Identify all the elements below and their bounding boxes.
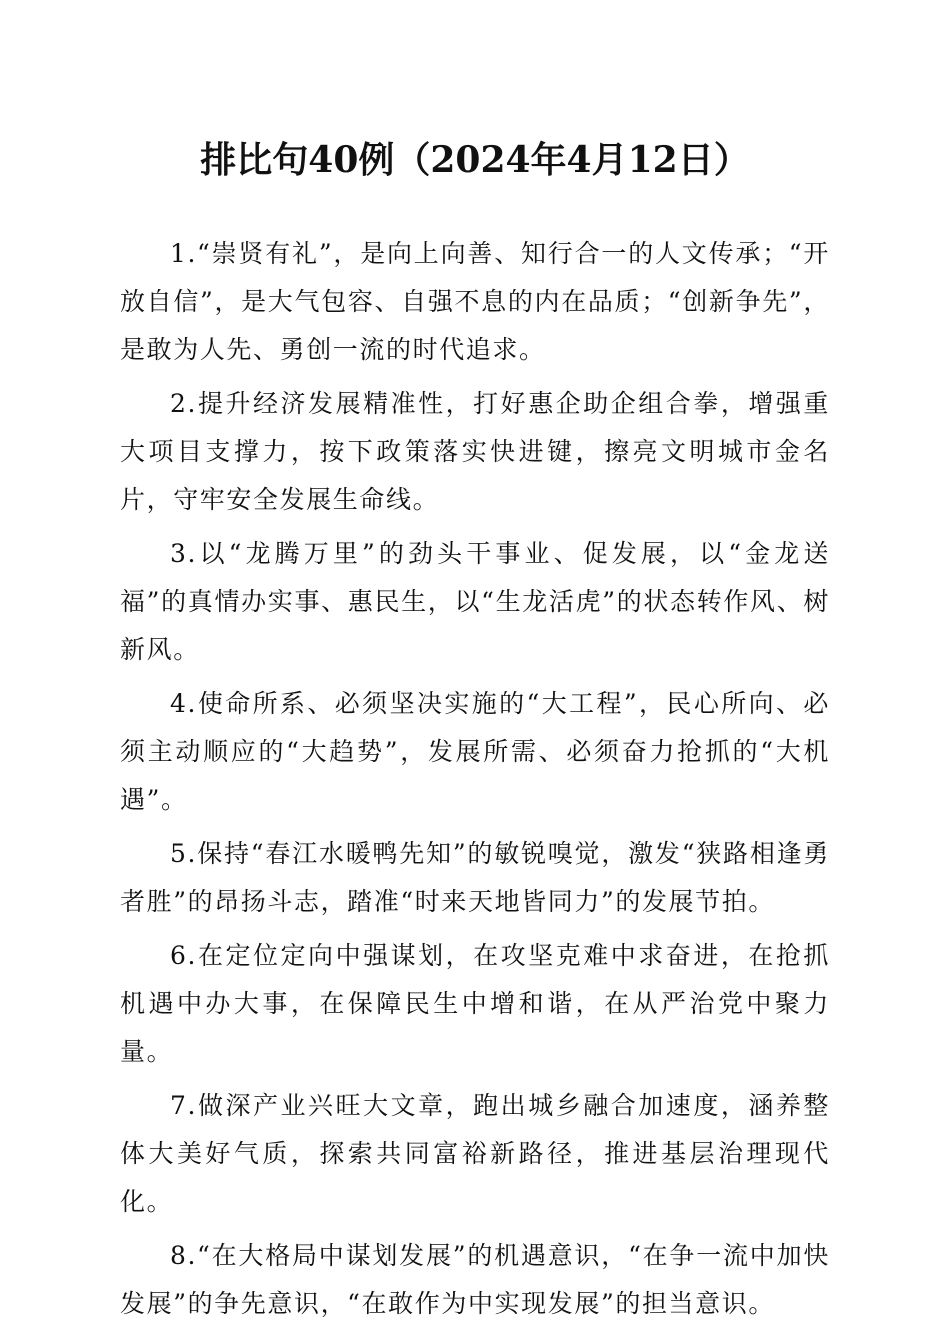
paragraph-6: 6.在定位定向中强谋划，在攻坚克难中求奋进，在抢抓机遇中办大事，在保障民生中增和谐，在从严治党中聚力量。 <box>120 941 830 1066</box>
paragraph-4: 4.使命所系、必须坚决实施的“大工程”，民心所向、必须主动顺应的“大趋势”，发展所需、必须奋力抢抓的“大机遇”。 <box>120 689 830 814</box>
paragraph-2: 2.提升经济发展精准性，打好惠企助企组合拳，增强重大项目支撑力，按下政策落实快进键，擦亮文明城市金名片，守牢安全发展生命线。 <box>120 389 830 514</box>
paragraph-1: 1.“崇贤有礼”，是向上向善、知行合一的人文传承；“开放自信”，是大气包容、自强不息的内在品质；“创新争先”，是敢为人先、勇创一流的时代追求。 <box>120 239 830 364</box>
paragraph-8: 8.“在大格局中谋划发展”的机遇意识，“在争一流中加快发展”的争先意识，“在敢作为中实现发展”的担当意识。 <box>120 1241 830 1318</box>
paragraph-3: 3.以“龙腾万里”的劲头干事业、促发展，以“金龙送福”的真情办实事、惠民生，以“生龙活虎”的状态转作风、树新风。 <box>120 539 830 664</box>
paragraph-7: 7.做深产业兴旺大文章，跑出城乡融合加速度，涵养整体大美好气质，探索共同富裕新路径，推进基层治理现代化。 <box>120 1091 830 1216</box>
document-body <box>120 230 830 1334</box>
document-title: 排比句40例（2024年4月12日） <box>200 139 750 181</box>
paragraph-5: 5.保持“春江水暖鸭先知”的敏锐嗅觉，激发“狭路相逢勇者胜”的昂扬斗志，踏准“时来天地皆同力”的发展节拍。 <box>120 839 830 916</box>
